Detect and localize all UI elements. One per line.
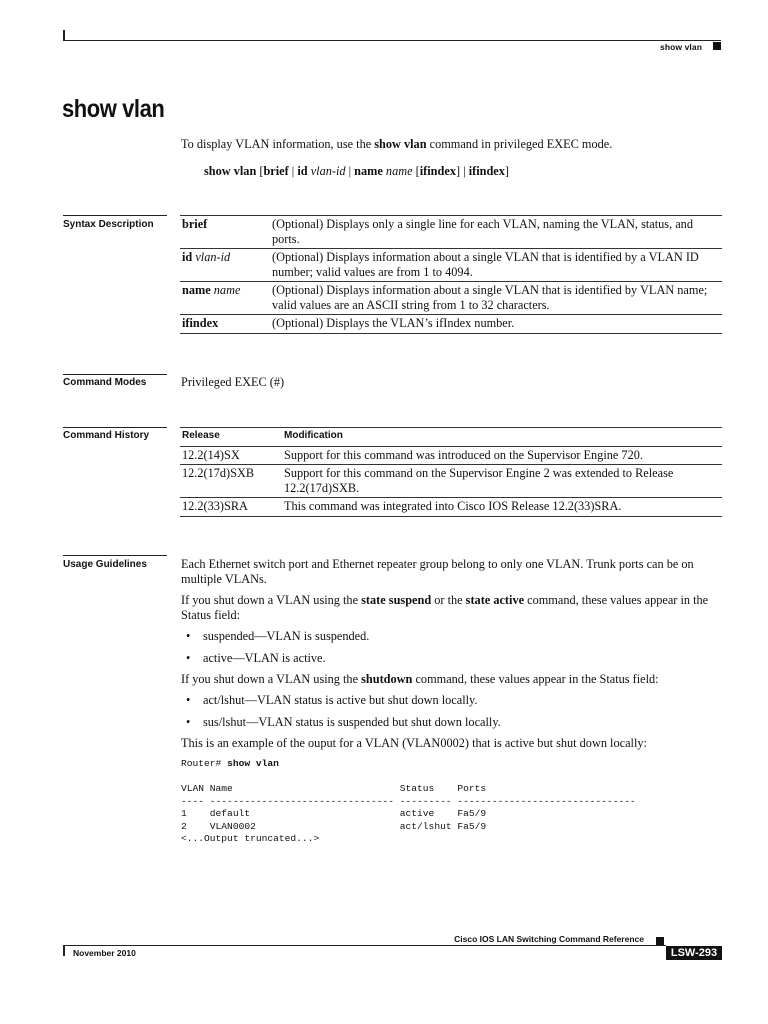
code-line: ---- -------------------------------- --------- ------------------------------- <box>181 795 636 807</box>
code-line: <...Output truncated...> <box>181 833 320 844</box>
code-line: 1 default active Fa5/9 <box>181 808 487 819</box>
list-item: • sus/lshut—VLAN status is suspended but shut down locally. <box>186 715 501 729</box>
usage-guidelines-heading: Usage Guidelines <box>63 559 147 570</box>
section-rule <box>63 374 167 375</box>
footer-tick <box>63 945 65 956</box>
table-row: 12.2(33)SRA This command was integrated into Cisco IOS Release 12.2(33)SRA. <box>180 498 722 517</box>
footer-reference: Cisco IOS LAN Switching Command Reference <box>454 934 644 944</box>
usage-paragraph: This is an example of the ouput for a VLAN (VLAN0002) that is active but shut down locally: <box>181 736 647 750</box>
header-square-icon <box>713 42 721 50</box>
syntax-description-table <box>180 215 722 334</box>
page-title: show vlan <box>62 95 165 123</box>
command-history-table <box>180 427 722 517</box>
table-row: name name (Optional) Displays information about a single VLAN that is identified by VLAN name; valid values are an ASCII string from 1 to 32 characters. <box>180 282 722 315</box>
usage-paragraph: If you shut down a VLAN using the state suspend or the state active command, these values appear in the Status field: <box>181 593 709 622</box>
table-row: id vlan-id (Optional) Displays information about a single VLAN that is identified by a VLAN ID number; valid values are from 1 to 4094. <box>180 249 722 282</box>
code-block <box>181 783 636 846</box>
list-item: • act/lshut—VLAN status is active but shut down locally. <box>186 693 478 707</box>
command-history-heading: Command History <box>63 430 150 441</box>
list-item: • active—VLAN is active. <box>186 651 326 665</box>
command-modes-text: Privileged EXEC (#) <box>181 375 285 389</box>
footer-rule <box>63 945 666 946</box>
section-rule <box>63 427 167 428</box>
code-line: 2 VLAN0002 act/lshut Fa5/9 <box>181 820 487 832</box>
page-number: LSW-293 <box>666 946 722 960</box>
command-modes-heading: Command Modes <box>63 377 147 388</box>
bullet-icon: • <box>186 629 191 643</box>
section-rule <box>63 555 167 556</box>
table-header-row: Release Modification <box>180 428 722 447</box>
intro-text: To display VLAN information, use the show vlan command in privileged EXEC mode. <box>181 137 613 151</box>
list-item: • suspended—VLAN is suspended. <box>186 629 370 643</box>
code-command-line: Router# show vlan <box>181 758 279 769</box>
running-head: show vlan <box>660 42 702 52</box>
command-syntax: show vlan [brief | id vlan-id | name name [ifindex] | ifindex] <box>204 164 510 178</box>
footer-square-icon <box>656 937 664 945</box>
bullet-icon: • <box>186 651 191 665</box>
bullet-icon: • <box>186 715 191 729</box>
table-row: ifindex (Optional) Displays the VLAN’s ifIndex number. <box>180 315 722 334</box>
section-rule <box>63 215 167 216</box>
header-rule <box>63 40 721 41</box>
code-line: VLAN Name Status Ports <box>181 783 487 794</box>
syntax-description-heading: Syntax Description <box>63 219 154 230</box>
usage-paragraph: Each Ethernet switch port and Ethernet repeater group belong to only one VLAN. Trunk ports can be on multiple VLANs. <box>181 557 694 586</box>
footer-date: November 2010 <box>73 948 136 958</box>
table-row: brief (Optional) Displays only a single line for each VLAN, naming the VLAN, status, and ports. <box>180 216 722 249</box>
table-row: 12.2(17d)SXB Support for this command on the Supervisor Engine 2 was extended to Release 12.2(17d)SXB. <box>180 465 722 498</box>
usage-paragraph: If you shut down a VLAN using the shutdown command, these values appear in the Status field: <box>181 672 659 686</box>
table-row: 12.2(14)SX Support for this command was introduced on the Supervisor Engine 720. <box>180 446 722 465</box>
bullet-icon: • <box>186 693 191 707</box>
